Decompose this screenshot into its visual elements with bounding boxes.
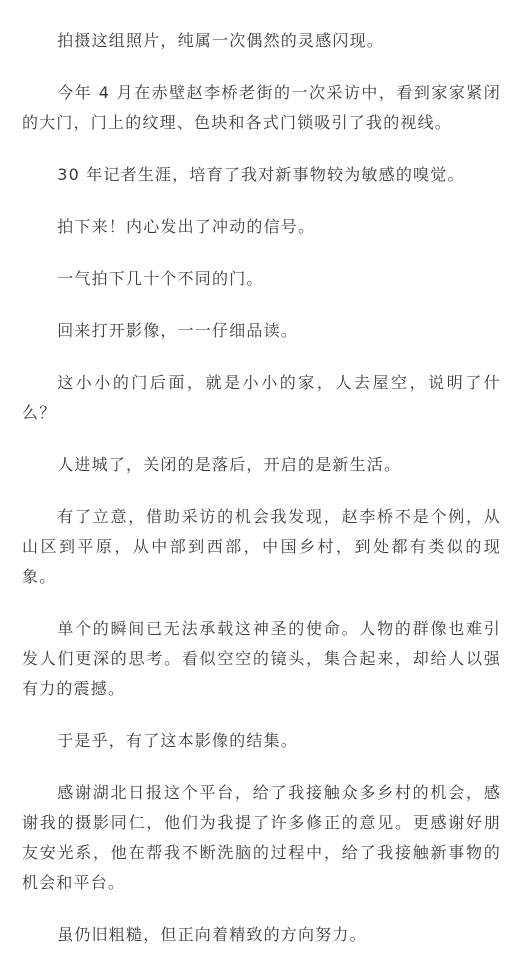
paragraph: 今年 4 月在赤壁赵李桥老街的一次采访中，看到家家紧闭的大门，门上的纹理、色块和各式门锁吸引了我的视线。 bbox=[22, 83, 501, 132]
paragraph: 于是乎，有了这本影像的结集。 bbox=[57, 731, 298, 750]
paragraph: 一气拍下几十个不同的门。 bbox=[57, 269, 264, 288]
paragraph: 这小小的门后面，就是小小的家，人去屋空，说明了什么？ bbox=[22, 373, 501, 422]
paragraph: 感谢湖北日报这个平台，给了我接触众多乡村的机会，感谢我的摄影同仁，他们为我提了许多修正的意见。更感谢好朋友安光系，他在帮我不断洗脑的过程中，给了我接触新事物的机会和平台。 bbox=[22, 783, 501, 892]
paragraph: 拍下来！内心发出了冲动的信号。 bbox=[57, 217, 316, 236]
paragraph: 拍摄这组照片，纯属一次偶然的灵感闪现。 bbox=[57, 31, 384, 50]
paragraph: 人进城了，关闭的是落后，开启的是新生活。 bbox=[57, 455, 402, 474]
paragraph: 有了立意，借助采访的机会我发现，赵李桥不是个例，从山区到平原，从中部到西部，中国乡村，到处都有类似的现象。 bbox=[22, 507, 501, 586]
paragraph: 虽仍旧粗糙，但正向着精致的方向努力。 bbox=[57, 925, 367, 944]
paragraph: 回来打开影像，一一仔细品读。 bbox=[57, 321, 298, 340]
paragraph: 单个的瞬间已无法承载这神圣的使命。人物的群像也难引发人们更深的思考。看似空空的镜头，集合起来，却给人以强有力的震撼。 bbox=[22, 619, 501, 698]
paragraph: 30 年记者生涯，培育了我对新事物较为敏感的嗅觉。 bbox=[57, 165, 465, 184]
